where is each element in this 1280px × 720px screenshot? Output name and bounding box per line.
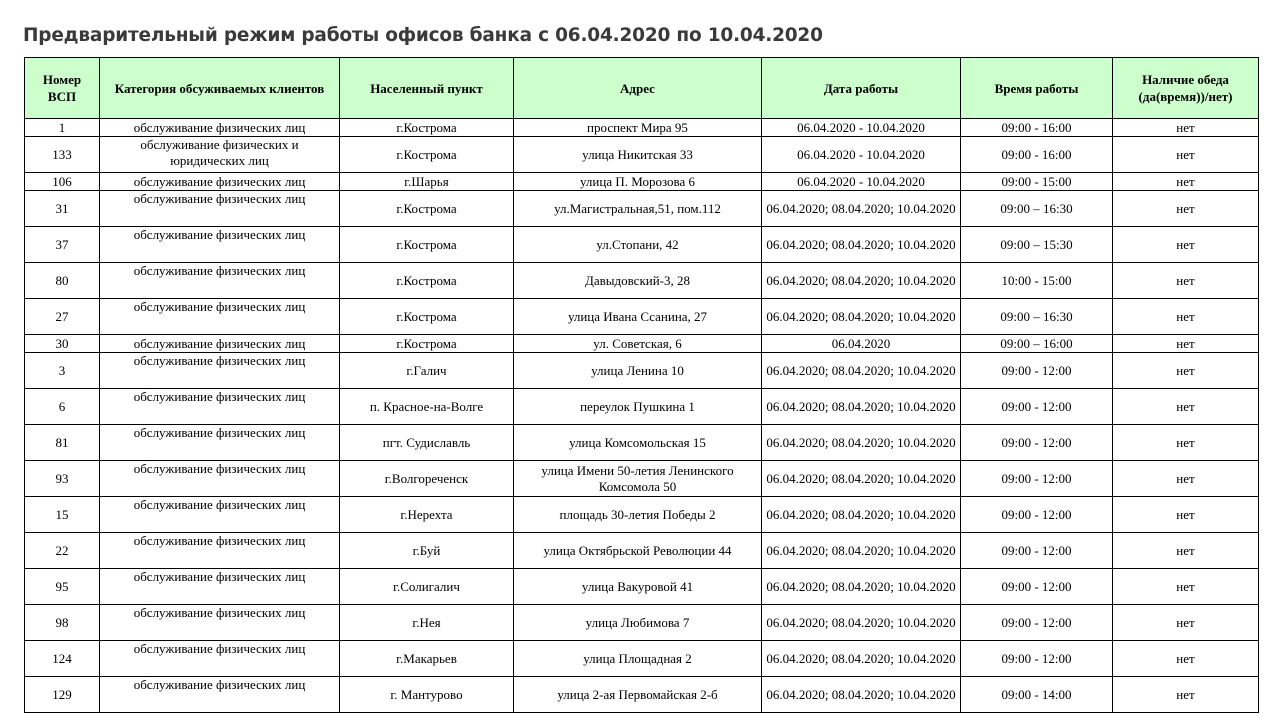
- table-row: [25, 119, 1259, 137]
- lunch-cell: нет: [1113, 641, 1259, 677]
- client-category-cell: обслуживание физических лиц: [100, 677, 340, 713]
- table-row: [25, 191, 1259, 227]
- address-cell: улица Октябрьской Революции 44: [514, 533, 762, 569]
- address-cell: улица 2-ая Первомайская 2-б: [514, 677, 762, 713]
- header-lunch: Наличие обеда (да(время))/нет): [1113, 58, 1259, 119]
- locality-cell: пгт. Судиславль: [340, 425, 514, 461]
- work-date-cell: 06.04.2020 - 10.04.2020: [762, 119, 961, 137]
- client-category-cell: обслуживание физических лиц: [100, 353, 340, 389]
- locality-cell: г.Нея: [340, 605, 514, 641]
- address-cell: улица Имени 50-летия Ленинского Комсомола 50: [514, 461, 762, 497]
- client-category-cell: обслуживание физических лиц: [100, 191, 340, 227]
- table-row: [25, 425, 1259, 461]
- work-time-cell: 09:00 - 12:00: [961, 353, 1113, 389]
- lunch-cell: нет: [1113, 137, 1259, 173]
- client-category-cell: обслуживание физических лиц: [100, 299, 340, 335]
- work-time-cell: 09:00 - 12:00: [961, 641, 1113, 677]
- work-time-cell: 09:00 - 12:00: [961, 569, 1113, 605]
- client-category-cell: обслуживание физических лиц: [100, 425, 340, 461]
- table-row: [25, 677, 1259, 713]
- table-row: [25, 335, 1259, 353]
- work-time-cell: 09:00 - 12:00: [961, 389, 1113, 425]
- work-date-cell: 06.04.2020; 08.04.2020; 10.04.2020: [762, 605, 961, 641]
- header-branch-number: Номер ВСП: [25, 58, 100, 119]
- locality-cell: г.Солигалич: [340, 569, 514, 605]
- locality-cell: г.Буй: [340, 533, 514, 569]
- work-date-cell: 06.04.2020; 08.04.2020; 10.04.2020: [762, 461, 961, 497]
- page-title: Предварительный режим работы офисов банка с 06.04.2020 по 10.04.2020: [23, 25, 823, 46]
- locality-cell: п. Красное-на-Волге: [340, 389, 514, 425]
- address-cell: улица Ленина 10: [514, 353, 762, 389]
- table-row: [25, 497, 1259, 533]
- work-time-cell: 09:00 - 12:00: [961, 425, 1113, 461]
- branch-number-cell: 133: [25, 137, 100, 173]
- lunch-cell: нет: [1113, 353, 1259, 389]
- locality-cell: г.Галич: [340, 353, 514, 389]
- lunch-cell: нет: [1113, 227, 1259, 263]
- lunch-cell: нет: [1113, 173, 1259, 191]
- work-time-cell: 09:00 – 16:30: [961, 299, 1113, 335]
- locality-cell: г.Макарьев: [340, 641, 514, 677]
- table-row: [25, 227, 1259, 263]
- address-cell: улица Ивана Ссанина, 27: [514, 299, 762, 335]
- lunch-cell: нет: [1113, 533, 1259, 569]
- work-date-cell: 06.04.2020; 08.04.2020; 10.04.2020: [762, 299, 961, 335]
- branch-number-cell: 30: [25, 335, 100, 353]
- work-time-cell: 09:00 - 15:00: [961, 173, 1113, 191]
- branch-number-cell: 15: [25, 497, 100, 533]
- client-category-cell: обслуживание физических лиц: [100, 335, 340, 353]
- client-category-cell: обслуживание физических и юридических лиц: [100, 137, 340, 173]
- table-header-row: [25, 58, 1259, 119]
- work-time-cell: 09:00 - 12:00: [961, 533, 1113, 569]
- address-cell: улица Площадная 2: [514, 641, 762, 677]
- branch-number-cell: 1: [25, 119, 100, 137]
- client-category-cell: обслуживание физических лиц: [100, 533, 340, 569]
- header-address: Адрес: [514, 58, 762, 119]
- locality-cell: г.Кострома: [340, 191, 514, 227]
- branch-number-cell: 27: [25, 299, 100, 335]
- table-row: [25, 569, 1259, 605]
- client-category-cell: обслуживание физических лиц: [100, 227, 340, 263]
- locality-cell: г.Кострома: [340, 119, 514, 137]
- table-row: [25, 641, 1259, 677]
- address-cell: ул.Стопани, 42: [514, 227, 762, 263]
- address-cell: площадь 30-летия Победы 2: [514, 497, 762, 533]
- table-body: [25, 119, 1259, 713]
- branch-number-cell: 6: [25, 389, 100, 425]
- table-row: [25, 461, 1259, 497]
- work-date-cell: 06.04.2020; 08.04.2020; 10.04.2020: [762, 569, 961, 605]
- work-time-cell: 09:00 – 16:00: [961, 335, 1113, 353]
- work-date-cell: 06.04.2020 - 10.04.2020: [762, 173, 961, 191]
- work-date-cell: 06.04.2020; 08.04.2020; 10.04.2020: [762, 677, 961, 713]
- client-category-cell: обслуживание физических лиц: [100, 497, 340, 533]
- work-date-cell: 06.04.2020; 08.04.2020; 10.04.2020: [762, 641, 961, 677]
- locality-cell: г.Кострома: [340, 335, 514, 353]
- branch-number-cell: 95: [25, 569, 100, 605]
- address-cell: ул.Магистральная,51, пом.112: [514, 191, 762, 227]
- work-time-cell: 09:00 - 16:00: [961, 137, 1113, 173]
- branch-number-cell: 98: [25, 605, 100, 641]
- locality-cell: г.Нерехта: [340, 497, 514, 533]
- address-cell: Давыдовский-3, 28: [514, 263, 762, 299]
- work-time-cell: 09:00 – 16:30: [961, 191, 1113, 227]
- branch-number-cell: 80: [25, 263, 100, 299]
- branch-number-cell: 106: [25, 173, 100, 191]
- work-date-cell: 06.04.2020: [762, 335, 961, 353]
- work-date-cell: 06.04.2020; 08.04.2020; 10.04.2020: [762, 191, 961, 227]
- address-cell: улица Любимова 7: [514, 605, 762, 641]
- branch-number-cell: 124: [25, 641, 100, 677]
- table-row: [25, 299, 1259, 335]
- work-time-cell: 09:00 – 15:30: [961, 227, 1113, 263]
- branch-number-cell: 31: [25, 191, 100, 227]
- work-date-cell: 06.04.2020; 08.04.2020; 10.04.2020: [762, 425, 961, 461]
- locality-cell: г.Шарья: [340, 173, 514, 191]
- work-date-cell: 06.04.2020; 08.04.2020; 10.04.2020: [762, 497, 961, 533]
- lunch-cell: нет: [1113, 389, 1259, 425]
- address-cell: улица Никитская 33: [514, 137, 762, 173]
- client-category-cell: обслуживание физических лиц: [100, 173, 340, 191]
- lunch-cell: нет: [1113, 425, 1259, 461]
- branch-number-cell: 93: [25, 461, 100, 497]
- lunch-cell: нет: [1113, 605, 1259, 641]
- lunch-cell: нет: [1113, 497, 1259, 533]
- client-category-cell: обслуживание физических лиц: [100, 389, 340, 425]
- locality-cell: г.Кострома: [340, 137, 514, 173]
- lunch-cell: нет: [1113, 299, 1259, 335]
- work-date-cell: 06.04.2020; 08.04.2020; 10.04.2020: [762, 227, 961, 263]
- locality-cell: г.Кострома: [340, 263, 514, 299]
- lunch-cell: нет: [1113, 677, 1259, 713]
- lunch-cell: нет: [1113, 263, 1259, 299]
- table-row: [25, 137, 1259, 173]
- header-client-category: Категория обсуживаемых клиентов: [100, 58, 340, 119]
- client-category-cell: обслуживание физических лиц: [100, 263, 340, 299]
- lunch-cell: нет: [1113, 335, 1259, 353]
- address-cell: проспект Мира 95: [514, 119, 762, 137]
- client-category-cell: обслуживание физических лиц: [100, 461, 340, 497]
- lunch-cell: нет: [1113, 191, 1259, 227]
- client-category-cell: обслуживание физических лиц: [100, 569, 340, 605]
- work-time-cell: 09:00 - 14:00: [961, 677, 1113, 713]
- office-schedule-table: [24, 57, 1259, 713]
- table-row: [25, 263, 1259, 299]
- work-date-cell: 06.04.2020; 08.04.2020; 10.04.2020: [762, 533, 961, 569]
- branch-number-cell: 22: [25, 533, 100, 569]
- client-category-cell: обслуживание физических лиц: [100, 119, 340, 137]
- table-row: [25, 173, 1259, 191]
- address-cell: ул. Советская, 6: [514, 335, 762, 353]
- lunch-cell: нет: [1113, 119, 1259, 137]
- header-work-time: Время работы: [961, 58, 1113, 119]
- header-work-date: Дата работы: [762, 58, 961, 119]
- branch-number-cell: 129: [25, 677, 100, 713]
- table-row: [25, 353, 1259, 389]
- locality-cell: г.Кострома: [340, 299, 514, 335]
- work-date-cell: 06.04.2020; 08.04.2020; 10.04.2020: [762, 263, 961, 299]
- table-row: [25, 533, 1259, 569]
- work-time-cell: 09:00 - 16:00: [961, 119, 1113, 137]
- client-category-cell: обслуживание физических лиц: [100, 605, 340, 641]
- lunch-cell: нет: [1113, 461, 1259, 497]
- address-cell: улица П. Морозова 6: [514, 173, 762, 191]
- client-category-cell: обслуживание физических лиц: [100, 641, 340, 677]
- work-time-cell: 10:00 - 15:00: [961, 263, 1113, 299]
- branch-number-cell: 37: [25, 227, 100, 263]
- locality-cell: г. Мантурово: [340, 677, 514, 713]
- branch-number-cell: 81: [25, 425, 100, 461]
- table-row: [25, 605, 1259, 641]
- locality-cell: г.Волгореченск: [340, 461, 514, 497]
- work-date-cell: 06.04.2020 - 10.04.2020: [762, 137, 961, 173]
- work-date-cell: 06.04.2020; 08.04.2020; 10.04.2020: [762, 353, 961, 389]
- header-locality: Населенный пункт: [340, 58, 514, 119]
- locality-cell: г.Кострома: [340, 227, 514, 263]
- work-time-cell: 09:00 - 12:00: [961, 497, 1113, 533]
- work-date-cell: 06.04.2020; 08.04.2020; 10.04.2020: [762, 389, 961, 425]
- address-cell: улица Вакуровой 41: [514, 569, 762, 605]
- address-cell: переулок Пушкина 1: [514, 389, 762, 425]
- address-cell: улица Комсомольская 15: [514, 425, 762, 461]
- work-time-cell: 09:00 - 12:00: [961, 461, 1113, 497]
- table-row: [25, 389, 1259, 425]
- lunch-cell: нет: [1113, 569, 1259, 605]
- branch-number-cell: 3: [25, 353, 100, 389]
- work-time-cell: 09:00 - 12:00: [961, 605, 1113, 641]
